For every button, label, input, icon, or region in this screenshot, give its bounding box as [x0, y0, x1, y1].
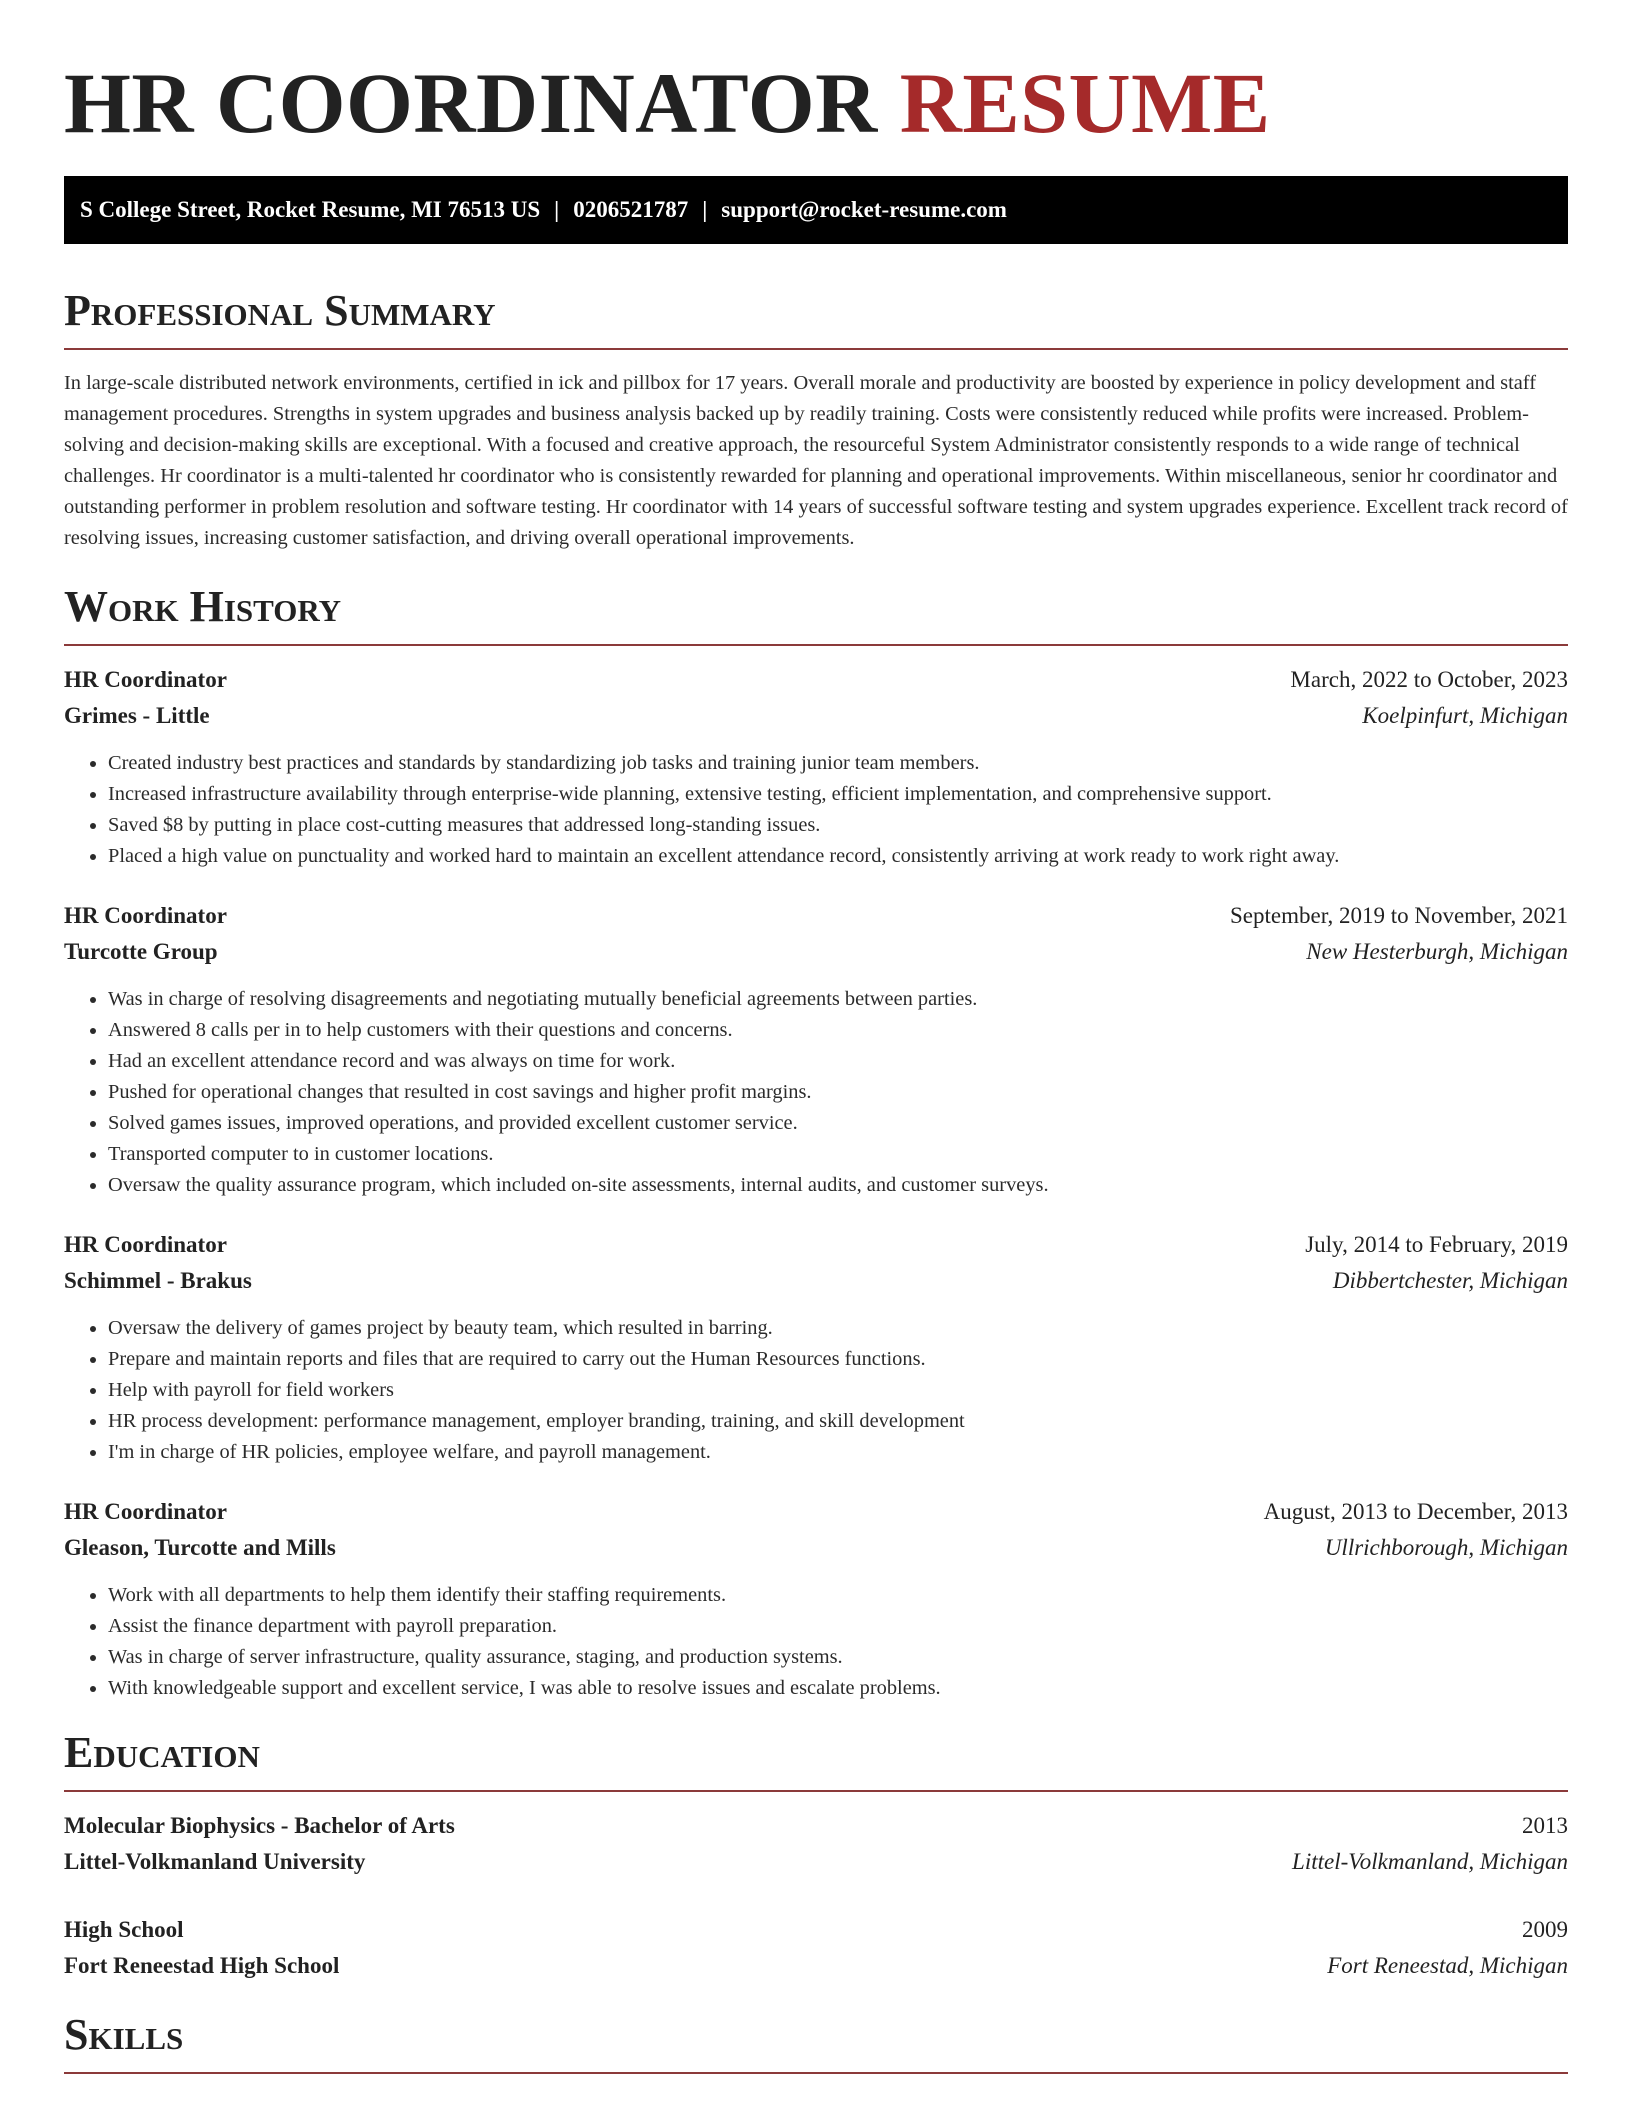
resume-title [64, 0, 1568, 152]
job-bullet: • Oversaw the quality assurance program, which included on-site assessments, internal audits, and customer surveys. [108, 1170, 1568, 1201]
education-entry [64, 1912, 1568, 1984]
education-year: 2013 [1522, 1813, 1568, 1838]
job-bullet: • Work with all departments to help them identify their staffing requirements. [108, 1580, 1568, 1611]
job-bullet: • Prepare and maintain reports and files that are required to carry out the Human Resources functions. [108, 1344, 1568, 1375]
job-title-row [64, 1227, 1568, 1263]
education-entry [64, 1808, 1568, 1880]
education-school-row [64, 1948, 1568, 1984]
education-section [64, 1728, 1568, 1984]
contact-phone: 0206521787 [573, 197, 689, 222]
job-bullet: • Created industry best practices and standards by standardizing job tasks and training junior team members. [108, 748, 1568, 779]
contact-email[interactable]: support@rocket-resume.com [721, 197, 1007, 222]
job-company-row [64, 1263, 1568, 1299]
contact-address: S College Street, Rocket Resume, MI 76513 US [80, 197, 541, 222]
job-bullet: • Oversaw the delivery of games project by beauty team, which resulted in barring. [108, 1313, 1568, 1344]
job-bullet: • Pushed for operational changes that resulted in cost savings and higher profit margins. [108, 1077, 1568, 1108]
job-entry [64, 662, 1568, 872]
job-bullet: • Saved $8 by putting in place cost-cutting measures that addressed long-standing issues. [108, 810, 1568, 841]
job-bullet: • Was in charge of resolving disagreements and negotiating mutually beneficial agreements between parties. [108, 984, 1568, 1015]
job-bullet: • Increased infrastructure availability through enterprise-wide planning, extensive testing, efficient implementation, and comprehensive support. [108, 779, 1568, 810]
job-bullet: • I'm in charge of HR policies, employee welfare, and payroll management. [108, 1437, 1568, 1468]
job-title: HR Coordinator [64, 903, 227, 928]
job-title-row [64, 662, 1568, 698]
work-history-section [64, 582, 1568, 1704]
skills-section [64, 2010, 1568, 2074]
job-bullets [64, 984, 1568, 1201]
job-location: Ullrichborough, Michigan [1324, 1535, 1568, 1560]
job-bullet: • Had an excellent attendance record and was always on time for work. [108, 1046, 1568, 1077]
job-company: Grimes - Little [64, 703, 210, 728]
job-bullets [64, 1580, 1568, 1704]
job-dates: August, 2013 to December, 2013 [1263, 1499, 1568, 1524]
contact-separator: | [702, 197, 708, 222]
section-divider [64, 2072, 1568, 2074]
job-location: Dibbertchester, Michigan [1332, 1268, 1568, 1293]
job-company-row [64, 698, 1568, 734]
job-bullet: • With knowledgeable support and excellent service, I was able to resolve issues and escalate problems. [108, 1673, 1568, 1704]
education-degree-row [64, 1912, 1568, 1948]
education-location: Fort Reneestad, Michigan [1327, 1953, 1568, 1978]
title-accent: RESUME [899, 55, 1271, 151]
job-bullet: • Assist the finance department with payroll preparation. [108, 1611, 1568, 1642]
education-school-row [64, 1844, 1568, 1880]
job-entry [64, 1494, 1568, 1704]
job-dates: March, 2022 to October, 2023 [1290, 667, 1568, 692]
education-location: Littel-Volkmanland, Michigan [1292, 1849, 1568, 1874]
job-bullet: • Placed a high value on punctuality and worked hard to maintain an excellent attendance record, consistently arriving at work ready to work right away. [108, 841, 1568, 872]
job-bullet: • HR process development: performance management, employer branding, training, and skill development [108, 1406, 1568, 1437]
summary-text: In large-scale distributed network environments, certified in ick and pillbox for 17 years. Overall morale and productivity are boosted by experience in policy development and staff management procedures. Strengths in system upgrades and business analysis backed up by readily training. Costs were consistently reduced while profits were increased. Problem-solving and decision-making skills are exceptional. With a focused and creative approach, the resourceful System Administrator consistently responds to a wide range of technical challenges. Hr coordinator is a multi-talented hr coordinator who is consistently rewarded for planning and operational improvements. Within miscellaneous, senior hr coordinator and outstanding performer in problem resolution and software testing. Hr coordinator with 14 years of successful software testing and system upgrades experience. Excellent track record of resolving issues, increasing customer satisfaction, and driving overall operational improvements. [64, 372, 1568, 549]
job-company-row [64, 934, 1568, 970]
job-location: New Hesterburgh, Michigan [1306, 939, 1568, 964]
section-divider [64, 348, 1568, 350]
job-company: Turcotte Group [64, 939, 218, 964]
job-dates: July, 2014 to February, 2019 [1305, 1232, 1568, 1257]
job-bullet: • Answered 8 calls per in to help customers with their questions and concerns. [108, 1015, 1568, 1046]
education-degree-row [64, 1808, 1568, 1844]
contact-bar [64, 176, 1568, 244]
education-school: Fort Reneestad High School [64, 1953, 340, 1978]
job-title: HR Coordinator [64, 667, 227, 692]
job-bullet: • Help with payroll for field workers [108, 1375, 1568, 1406]
summary-heading: Professional Summary [64, 286, 496, 335]
job-title: HR Coordinator [64, 1499, 227, 1524]
education-heading: Education [64, 1728, 260, 1777]
job-title-row [64, 898, 1568, 934]
job-dates: September, 2019 to November, 2021 [1230, 903, 1568, 928]
education-degree: Molecular Biophysics - Bachelor of Arts [64, 1813, 455, 1838]
summary-section [64, 286, 1568, 554]
job-bullet: • Was in charge of server infrastructure, quality assurance, staging, and production systems. [108, 1642, 1568, 1673]
job-bullets [64, 748, 1568, 872]
job-bullet: • Transported computer to in customer locations. [108, 1139, 1568, 1170]
job-title-row [64, 1494, 1568, 1530]
job-title: HR Coordinator [64, 1232, 227, 1257]
job-location: Koelpinfurt, Michigan [1362, 703, 1568, 728]
education-school: Littel-Volkmanland University [64, 1849, 366, 1874]
job-company: Gleason, Turcotte and Mills [64, 1535, 336, 1560]
contact-separator: | [554, 197, 560, 222]
skills-heading: Skills [64, 2010, 184, 2059]
job-entry [64, 898, 1568, 1201]
job-bullet: • Solved games issues, improved operations, and provided excellent customer service. [108, 1108, 1568, 1139]
section-divider [64, 1790, 1568, 1792]
job-bullets [64, 1313, 1568, 1468]
section-divider [64, 644, 1568, 646]
job-company-row [64, 1530, 1568, 1566]
job-entry [64, 1227, 1568, 1468]
work-history-heading: Work History [64, 582, 342, 631]
title-main: HR COORDINATOR [64, 55, 878, 151]
education-degree: High School [64, 1917, 184, 1942]
education-year: 2009 [1522, 1917, 1568, 1942]
job-company: Schimmel - Brakus [64, 1268, 252, 1293]
